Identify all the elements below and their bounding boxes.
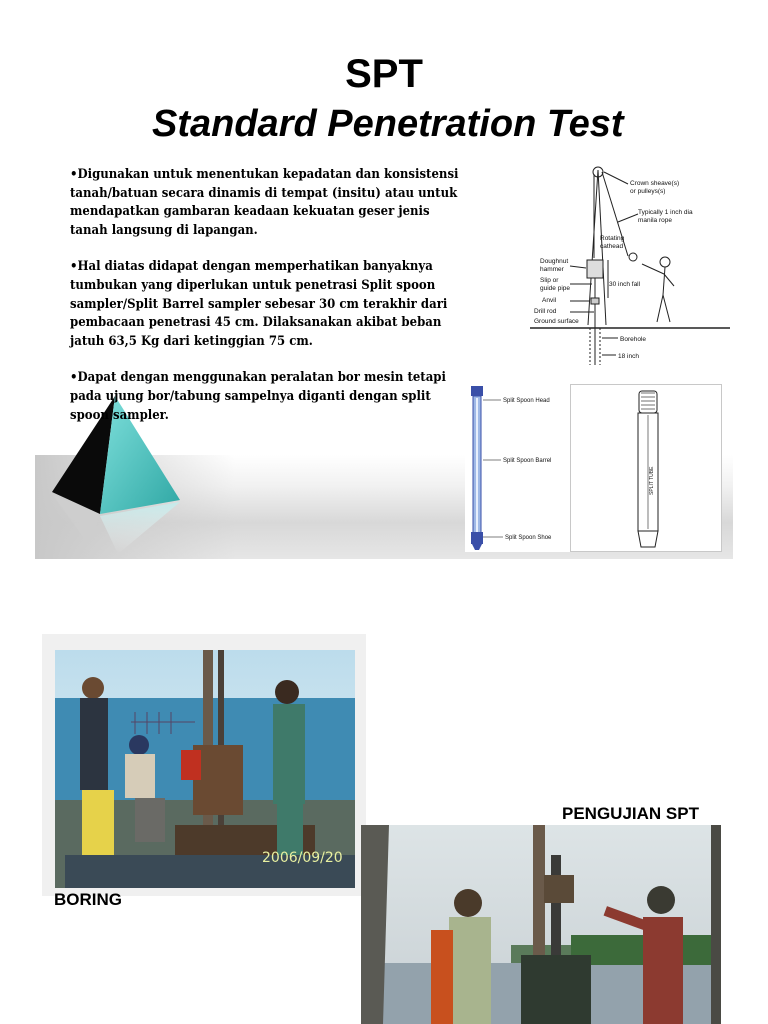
rig-label-borehole: Borehole: [620, 336, 647, 343]
spoon-label-head: Split Spoon Head: [503, 398, 550, 404]
rig-label-rope2: manila rope: [638, 217, 672, 224]
rig-label-hammer2: hammer: [540, 266, 564, 273]
spt-test-photo: [361, 825, 721, 1024]
rig-label-fall: 30 inch fall: [609, 281, 641, 288]
rig-label-ground: Ground surface: [534, 318, 579, 325]
spt-rig-diagram: [530, 160, 730, 370]
rig-label-crown2: or pulleys(s): [630, 188, 666, 195]
bullet-item: •Hal diatas didapat dengan memperhatikan banyaknya tumbukan yang diperlukan untuk penetrasi Split spoon sampler/Split Barrel sampler sebesar 30 cm terakhir dari pembacaan penetrasi 45 cm. Dilaksanakan akibat beban jatuh 63,5 Kg dari ketinggian 75 cm.: [70, 258, 448, 348]
bullet-list: [70, 165, 461, 442]
split-tube-drawing: [570, 384, 722, 552]
bullet-item: •Dapat dengan menggunakan peralatan bor mesin tetapi pada ujung bor/tabung sampelnya diganti dengan split spoon sampler.: [70, 369, 446, 422]
rig-label-anvil: Anvil: [542, 297, 557, 304]
rig-label-cathead2: cathead: [600, 243, 624, 250]
rig-label-hammer: Doughnut: [540, 258, 569, 265]
bullet-item: •Digunakan untuk menentukan kepadatan dan konsistensi tanah/batuan secara dinamis di tempat (insitu) atau untuk mendapatkan gambaran keadaan kekuatan geser jenis tanah langsung di lapangan.: [70, 166, 459, 237]
rig-label-guide: Slip or: [540, 277, 559, 284]
rig-label-crown: Crown sheave(s): [630, 180, 680, 187]
page-title: SPT: [345, 52, 423, 96]
rig-label-cathead: Rotating: [600, 235, 625, 242]
spoon-label-barrel: Split Spoon Barrel: [503, 458, 552, 464]
rig-label-rope: Typically 1 inch dia: [638, 209, 693, 216]
caption-boring: BORING: [54, 890, 122, 909]
page-subtitle: Standard Penetration Test: [152, 103, 624, 145]
spoon-label-shoe: Split Spoon Shoe: [505, 535, 552, 541]
split-tube-label: SPLIT TUBE: [649, 466, 655, 495]
photo-timestamp: 2006/09/20: [262, 850, 343, 866]
rig-label-depth: 18 inch: [618, 353, 639, 360]
rig-label-guide2: guide pipe: [540, 285, 570, 292]
caption-spt-test: PENGUJIAN SPT: [562, 804, 699, 823]
split-spoon-diagram: [465, 384, 570, 552]
rig-label-drillrod: Drill rod: [534, 308, 557, 315]
